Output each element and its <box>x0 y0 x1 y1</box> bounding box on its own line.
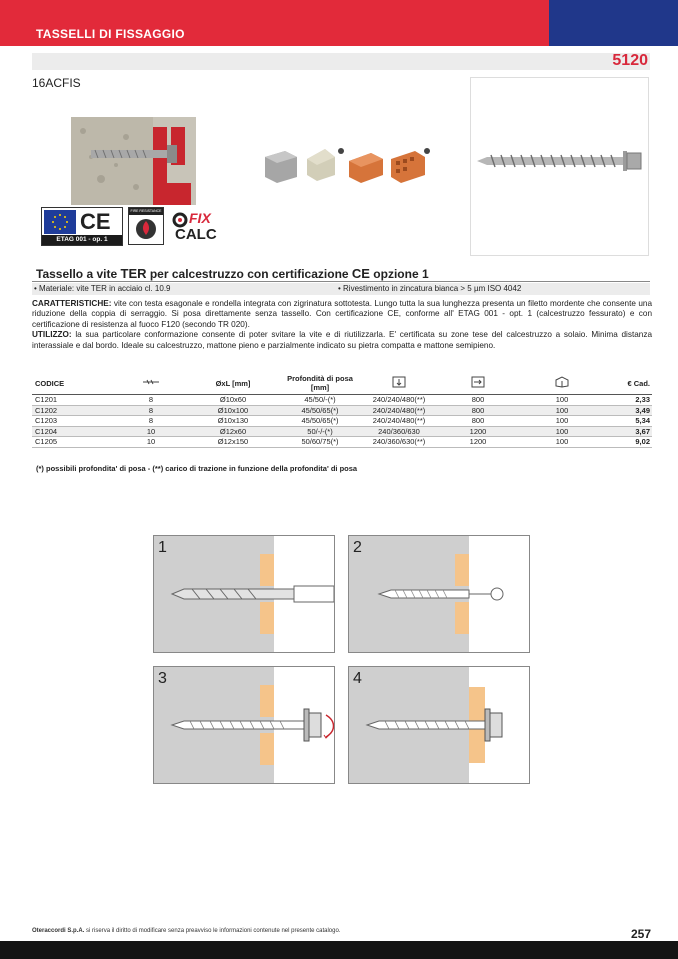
screw-photo <box>475 146 643 176</box>
footer-bar <box>0 941 678 959</box>
spec-row <box>32 283 650 295</box>
cell-drill: 10 <box>115 426 187 437</box>
title-ter: TER <box>120 266 147 281</box>
usage-text: la sua particolare conformazione consente di poter svitare la vite e di riutilizzarla. E' certificata su zone tese del calcestruzzo a solaio. Minima distanza interassiale e dal bordo. Ideale su calcestruzzo, mattone pieno e parzialmente indicato su pietra compatta e mattone semipieno. <box>32 330 652 350</box>
coating-spec: • Rivestimento in zincatura bianca > 5 µm ISO 4042 <box>338 284 522 293</box>
cell-shear: 800 <box>437 395 519 406</box>
table-row <box>32 416 652 427</box>
section-title: TASSELLI DI FISSAGGIO <box>36 27 185 41</box>
material-spec: • Materiale: vite TER in acciaio cl. 10.9 <box>34 284 171 293</box>
step-1-illustration <box>154 536 334 652</box>
cell-price: 5,34 <box>605 416 652 427</box>
cell-shear: 1200 <box>437 426 519 437</box>
cell-pack: 100 <box>519 426 605 437</box>
cell-dim: Ø12x60 <box>187 426 279 437</box>
cell-code: C1203 <box>32 416 115 427</box>
step-4-illustration <box>349 667 529 783</box>
cell-drill: 8 <box>115 395 187 406</box>
title-mid: per calcestruzzo con certificazione <box>146 267 352 281</box>
step-number: 2 <box>353 539 362 556</box>
cell-depth: 45/50/65(*) <box>279 405 361 416</box>
cell-dim: Ø12x150 <box>187 437 279 448</box>
cell-load: 240/240/480(**) <box>361 405 437 416</box>
step-panel-1 <box>153 535 335 653</box>
step-number: 1 <box>158 539 167 556</box>
table-row <box>32 426 652 437</box>
product-table <box>32 372 652 448</box>
fire-resistance-logo <box>128 207 164 245</box>
cell-shear: 800 <box>437 405 519 416</box>
col-code: CODICE <box>32 372 115 395</box>
shear-load-icon <box>471 376 485 388</box>
fixcalc-calc-text: CALC <box>175 226 217 243</box>
table-row <box>32 405 652 416</box>
cell-price: 3,67 <box>605 426 652 437</box>
cell-code: C1204 <box>32 426 115 437</box>
fire-label: FIRE RESISTANCE <box>130 209 162 213</box>
col-diameter: ØxL [mm] <box>187 372 279 395</box>
cell-pack: 100 <box>519 437 605 448</box>
step-panel-4 <box>348 666 530 784</box>
title-suffix: opzione 1 <box>369 267 429 281</box>
materials-icons <box>263 145 433 185</box>
cell-shear: 800 <box>437 416 519 427</box>
product-description <box>32 299 652 351</box>
cell-dim: Ø10x130 <box>187 416 279 427</box>
cell-pack: 100 <box>519 395 605 406</box>
footer-company: Oteraccordi S.p.A. <box>32 928 85 934</box>
usage-label: UTILIZZO: <box>32 330 72 340</box>
cell-price: 2,33 <box>605 395 652 406</box>
col-pack-icon <box>519 372 605 395</box>
cell-load: 240/240/480(**) <box>361 416 437 427</box>
fixcalc-fix-text: FIX <box>189 210 211 226</box>
table-row <box>32 395 652 406</box>
features-label: CARATTERISTICHE: <box>32 299 112 308</box>
drill-bit-icon <box>141 378 161 386</box>
cell-depth: 45/50/-(*) <box>279 395 361 406</box>
cell-code: C1201 <box>32 395 115 406</box>
cell-price: 3,49 <box>605 405 652 416</box>
cell-shear: 1200 <box>437 437 519 448</box>
title-divider <box>32 281 650 282</box>
cell-code: C1202 <box>32 405 115 416</box>
col-load-icon <box>361 372 437 395</box>
cell-drill: 10 <box>115 437 187 448</box>
title-prefix: Tassello a vite <box>36 267 121 281</box>
page-number: 257 <box>630 927 651 941</box>
cell-drill: 8 <box>115 405 187 416</box>
etag-label: ETAG 001 - op. 1 <box>42 235 122 245</box>
cell-code: C1205 <box>32 437 115 448</box>
installation-photo <box>71 117 196 205</box>
title-ce: CE <box>351 266 370 281</box>
fixcalc-logo <box>172 210 228 244</box>
ce-mark: CE <box>80 209 111 234</box>
fire-icon <box>129 215 163 243</box>
product-title <box>36 266 429 281</box>
cell-dim: Ø10x60 <box>187 395 279 406</box>
col-depth: Profondità di posa [mm] <box>279 372 361 395</box>
step-number: 3 <box>158 670 167 687</box>
step-panel-3 <box>153 666 335 784</box>
cell-depth: 50/60/75(*) <box>279 437 361 448</box>
code-strip <box>32 53 650 70</box>
col-shear-icon <box>437 372 519 395</box>
table-header-row <box>32 372 652 395</box>
tension-load-icon <box>392 376 406 388</box>
box-icon <box>554 376 570 388</box>
footer-disclaimer-text: si riserva il diritto di modificare senza preavviso le informazioni contenute nel presente catalogo. <box>84 928 341 934</box>
cell-drill: 8 <box>115 416 187 427</box>
etag-logo <box>41 207 123 246</box>
catalog-id: 16ACFIS <box>32 76 81 90</box>
cell-load: 240/240/480(**) <box>361 395 437 406</box>
header-accent <box>549 0 678 46</box>
cell-load: 240/360/630 <box>361 426 437 437</box>
page-code: 5120 <box>612 52 648 69</box>
step-number: 4 <box>353 670 362 687</box>
cell-depth: 50/-/-(*) <box>279 426 361 437</box>
table-note: (*) possibili profondita' di posa - (**) carico di trazione in funzione della profondita' di posa <box>36 464 358 473</box>
features-text: vite con testa esagonale e rondella integrata con zigrinatura sottotesta. Lungo tutta la sua lunghezza presenta un filetto mordente che consente una riduzione della coppia di serraggio. Si posa direttamente senza tassello. Con certificazione CE, conforme all' ETAG 001 - opt. 1 (calcestruzzo fessurato) e con certificazione di resistenza al fuoco F120 (secondo TR 020). <box>32 299 652 329</box>
cell-depth: 45/50/65(*) <box>279 416 361 427</box>
step-3-illustration <box>154 667 334 783</box>
step-panel-2 <box>348 535 530 653</box>
footer-disclaimer <box>32 928 341 934</box>
col-price: € Cad. <box>605 372 652 395</box>
cell-load: 240/360/630(**) <box>361 437 437 448</box>
col-drill-icon <box>115 372 187 395</box>
cell-pack: 100 <box>519 405 605 416</box>
cell-dim: Ø10x100 <box>187 405 279 416</box>
eu-flag-icon <box>44 210 76 234</box>
cell-pack: 100 <box>519 416 605 427</box>
table-row <box>32 437 652 448</box>
step-2-illustration <box>349 536 529 652</box>
cell-price: 9,02 <box>605 437 652 448</box>
eu-stars-icon <box>44 210 76 234</box>
